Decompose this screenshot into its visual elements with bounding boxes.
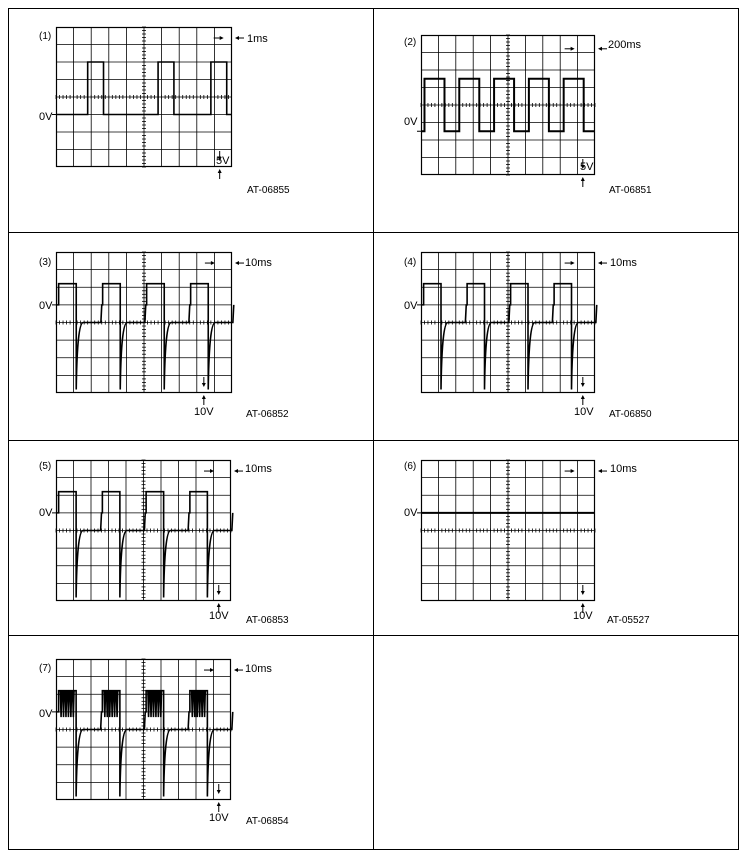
panel-number-2: (2) — [404, 37, 417, 48]
zero-volt-label-7: 0V — [39, 708, 53, 720]
volt-div-label-4: 10V — [574, 406, 594, 418]
empty-cell — [373, 635, 739, 850]
panel-number-7: (7) — [39, 663, 52, 674]
scope-svg — [421, 252, 595, 393]
time-div-label-2: 200ms — [608, 39, 642, 51]
figure-code-6: AT-05527 — [607, 615, 650, 626]
oscilloscope-screen-7 — [56, 659, 231, 800]
time-label-pointer-icon — [234, 668, 243, 672]
panel-cell-3 — [8, 232, 374, 441]
volt-div-label-3: 10V — [194, 406, 214, 418]
scope-svg — [421, 35, 595, 175]
figure-code-3: AT-06852 — [246, 409, 289, 420]
panel-number-6: (6) — [404, 461, 417, 472]
zero-volt-label-1: 0V — [39, 111, 53, 123]
scope-svg — [56, 659, 231, 800]
scope-svg — [56, 460, 231, 601]
panel-cell-6 — [373, 440, 739, 636]
oscilloscope-screen-6 — [421, 460, 595, 601]
time-label-pointer-icon — [598, 261, 607, 265]
panel-number-5: (5) — [39, 461, 52, 472]
time-label-pointer-icon — [598, 469, 607, 473]
zero-volt-label-6: 0V — [404, 507, 418, 519]
time-label-pointer-icon — [598, 47, 607, 51]
oscilloscope-screen-1 — [56, 27, 232, 167]
volt-div-label-6: 10V — [573, 610, 593, 622]
time-div-label-4: 10ms — [610, 257, 637, 269]
zero-volt-label-2: 0V — [404, 116, 418, 128]
volt-label-pointer-icon — [581, 177, 585, 187]
scope-svg — [56, 27, 232, 167]
scope-svg — [56, 252, 232, 393]
panel-cell-2 — [373, 8, 739, 233]
panel-cell-4 — [373, 232, 739, 441]
figure-code-4: AT-06850 — [609, 409, 652, 420]
time-label-pointer-icon — [235, 36, 244, 40]
volt-label-pointer-icon — [217, 802, 221, 812]
figure-code-7: AT-06854 — [246, 816, 289, 827]
volt-label-pointer-icon — [218, 169, 222, 179]
time-div-label-7: 10ms — [245, 663, 272, 675]
volt-label-pointer-icon — [581, 395, 585, 405]
time-div-label-6: 10ms — [610, 463, 637, 475]
volt-div-label-5: 10V — [209, 610, 229, 622]
zero-volt-label-5: 0V — [39, 507, 53, 519]
panel-number-3: (3) — [39, 257, 52, 268]
volt-div-label-2: 5V — [580, 161, 594, 173]
panel-cell-1 — [8, 8, 374, 233]
volt-label-pointer-icon — [202, 395, 206, 405]
time-div-label-3: 10ms — [245, 257, 272, 269]
volt-div-label-7: 10V — [209, 812, 229, 824]
figure-code-2: AT-06851 — [609, 185, 652, 196]
oscilloscope-screen-5 — [56, 460, 231, 601]
zero-volt-label-3: 0V — [39, 300, 53, 312]
time-div-label-1: 1ms — [247, 33, 268, 45]
panel-cell-7 — [8, 635, 374, 850]
panel-cell-5 — [8, 440, 374, 636]
figure-code-1: AT-06855 — [247, 185, 290, 196]
time-label-pointer-icon — [234, 469, 243, 473]
oscilloscope-screen-3 — [56, 252, 232, 393]
panel-number-1: (1) — [39, 31, 52, 42]
figure-code-5: AT-06853 — [246, 615, 289, 626]
oscilloscope-screen-2 — [421, 35, 595, 175]
panel-number-4: (4) — [404, 257, 417, 268]
time-div-label-5: 10ms — [245, 463, 272, 475]
scope-svg — [421, 460, 595, 601]
volt-div-label-1: 5V — [216, 155, 230, 167]
oscilloscope-screen-4 — [421, 252, 595, 393]
zero-volt-label-4: 0V — [404, 300, 418, 312]
time-label-pointer-icon — [235, 261, 244, 265]
